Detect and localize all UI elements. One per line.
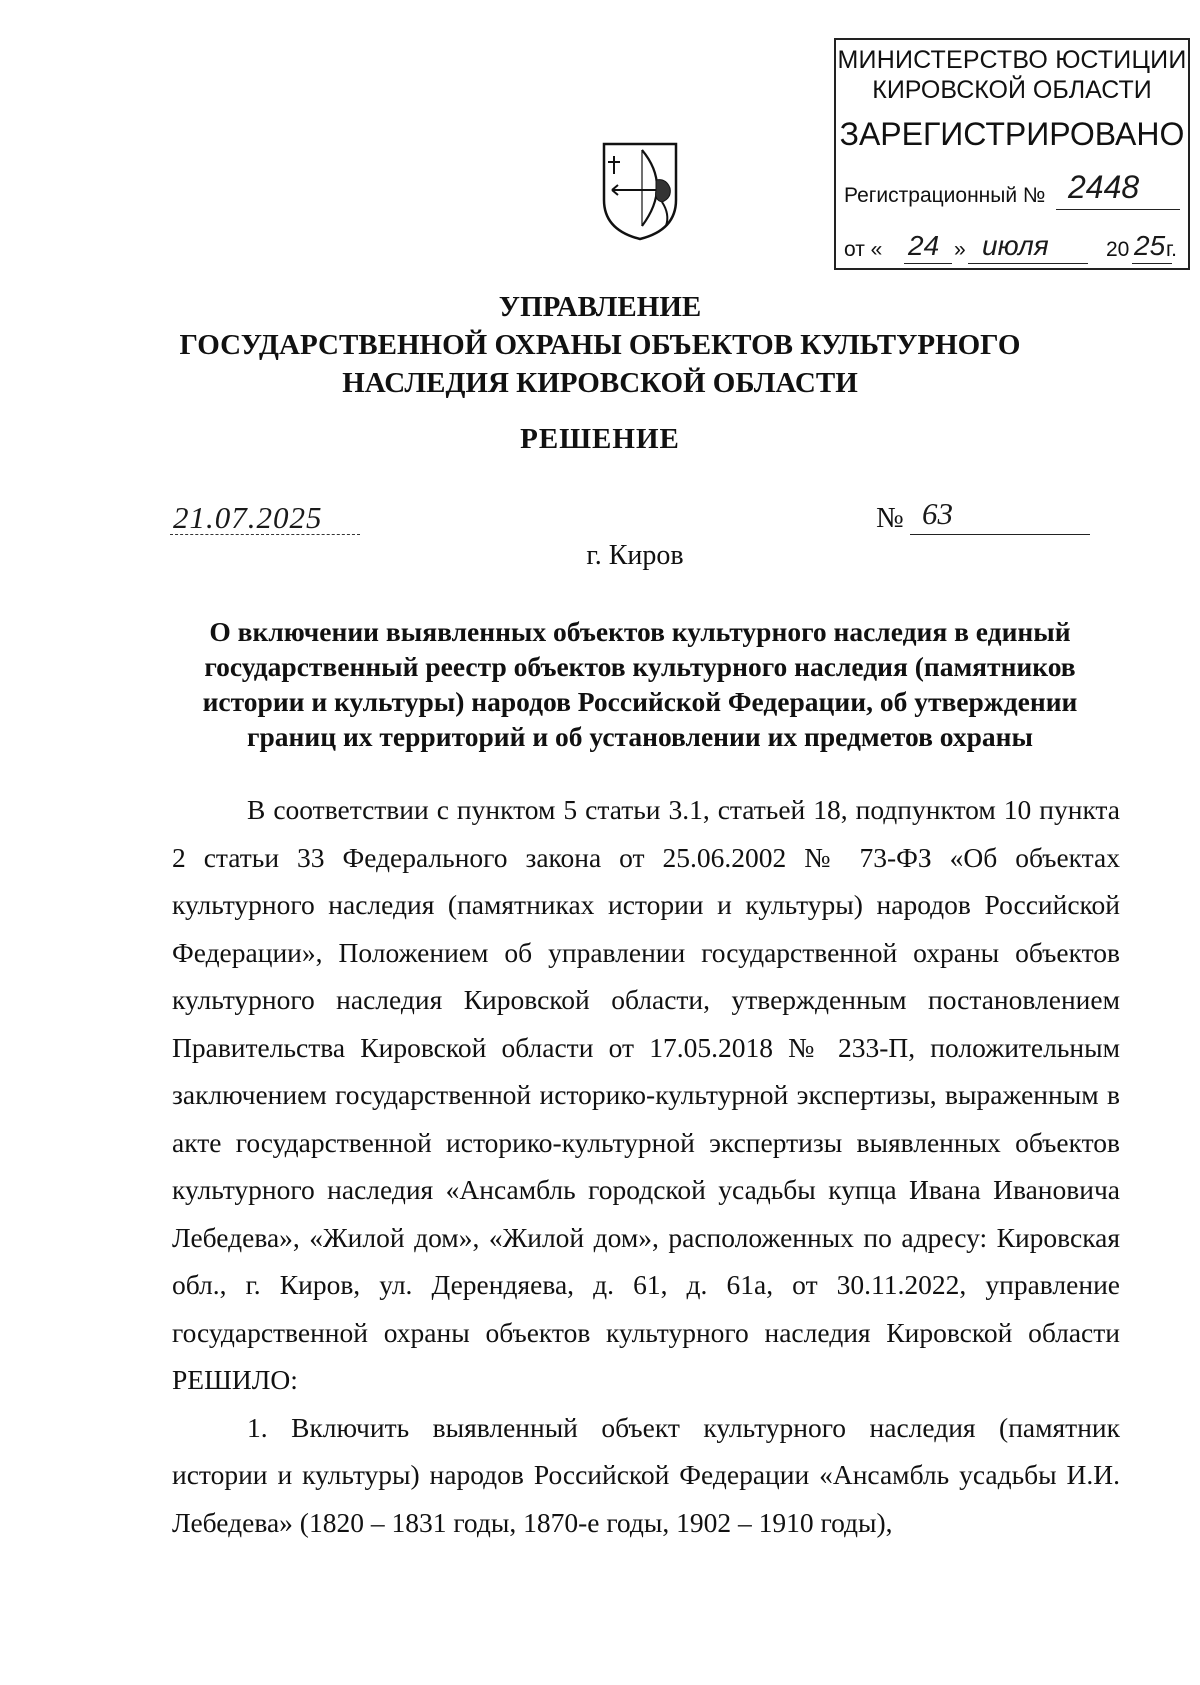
stamp-date-row <box>844 228 1182 268</box>
stamp-status: ЗАРЕГИСТРИРОВАНО <box>839 116 1185 152</box>
decision-date-underline <box>170 534 360 535</box>
subject-line-1: О включении выявленных объектов культурного наследия в единый <box>209 616 1071 647</box>
stamp-reg-underline <box>1056 209 1180 210</box>
org-line-2: ГОСУДАРСТВЕННОЙ ОХРАНЫ ОБЪЕКТОВ КУЛЬТУРНОГО <box>179 329 1021 361</box>
subject-line-4: границ их территорий и об установлении их предметов охраны <box>247 721 1033 752</box>
decision-number-label: № <box>876 502 904 534</box>
stamp-day-underline <box>904 263 952 264</box>
subject-line-2: государственный реестр объектов культурного наследия (памятников <box>204 651 1076 682</box>
subject-line-3: истории и культуры) народов Российской Федерации, об утверждении <box>202 686 1078 717</box>
stamp-date-year: 25 <box>1134 230 1166 261</box>
org-line-1: УПРАВЛЕНИЕ <box>498 291 702 323</box>
kirov-coat-of-arms-icon <box>600 140 680 242</box>
stamp-year-prefix: 20 <box>1106 238 1130 261</box>
stamp-month-underline <box>968 263 1088 264</box>
decision-item-1: 1. Включить выявленный объект культурного наследия (памятник истории и культуры) народов Российской Федерации «Ансамбль усадьбы И.И. Лебедева» (1820 – 1831 годы, 1870-е годы, 1902 – 1910 годы), <box>172 1411 1120 1538</box>
stamp-date-suffix: г. <box>1166 238 1177 261</box>
stamp-reg-label: Регистрационный № <box>844 184 1046 207</box>
stamp-date-day: 24 <box>908 230 940 261</box>
registration-stamp <box>834 38 1190 270</box>
stamp-year-underline <box>1132 263 1172 264</box>
decision-body <box>172 786 1120 1546</box>
org-line-3: НАСЛЕДИЯ КИРОВСКОЙ ОБЛАСТИ <box>342 367 858 399</box>
decision-date: 21.07.2025 <box>173 500 323 535</box>
stamp-ministry-name: МИНИСТЕРСТВО ЮСТИЦИИ <box>837 46 1187 74</box>
organization-heading <box>0 288 1200 402</box>
preamble-paragraph: В соответствии с пунктом 5 статьи 3.1, статьей 18, подпунктом 10 пункта 2 статьи 33 Федерального закона от 25.06.2002 № 73-ФЗ «Об объектах культурного наследия (памятниках истории и культуры) народов Российской Федерации», Положением об управлении государственной охраны объектов культурного наследия Кировской области, утвержденным постановлением Правительства Кировской области от 17.05.2018 № 233-П, положительным заключением государственной историко-культурной экспертизы, выраженным в акте государственной историко-культурной экспертизы выявленных объектов культурного наследия «Ансамбль городской усадьбы купца Ивана Ивановича Лебедева», «Жилой дом», «Жилой дом», расположенных по адресу: Кировская обл., г. Киров, ул. Дерендяева, д. 61, д. 61а, от 30.11.2022, управление государственной охраны объектов культурного наследия Кировской области РЕШИЛО: <box>172 794 1120 1395</box>
decision-number-underline <box>910 534 1090 535</box>
city-name: г. Киров <box>586 540 684 571</box>
document-type-title: РЕШЕНИЕ <box>520 423 680 455</box>
stamp-registration-row <box>844 168 1180 214</box>
decision-subject <box>170 614 1110 754</box>
stamp-date-prefix: от « <box>844 238 883 261</box>
stamp-reg-number: 2448 <box>1068 169 1140 205</box>
decision-number: 63 <box>922 496 953 531</box>
stamp-date-month: июля <box>982 230 1049 261</box>
stamp-region-name: КИРОВСКОЙ ОБЛАСТИ <box>872 76 1152 104</box>
stamp-date-mid: » <box>954 238 966 261</box>
